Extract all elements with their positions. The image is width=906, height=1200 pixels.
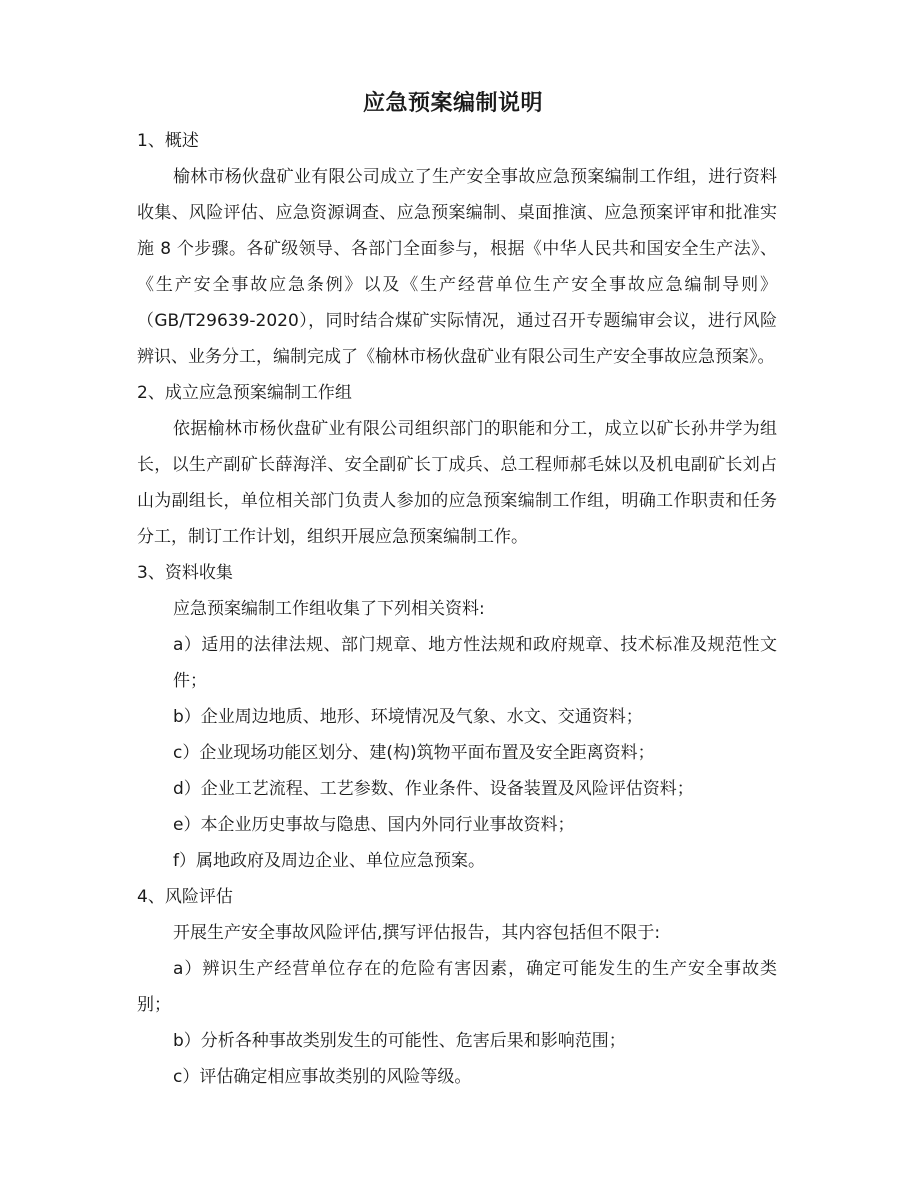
working-group-paragraph: 依据榆林市杨伙盘矿业有限公司组织部门的职能和分工，成立以矿长孙井学为组长，以生产副矿长薛海洋、安全副矿长丁成兵、总工程师郝毛妹以及机电副矿长刘占山为副组长，单位相关部门负责人参加的应急预案编制工作组，明确工作职责和任务分工，制订工作计划，组织开展应急预案编制工作。: [137, 419, 777, 547]
section-heading-working-group: 2、成立应急预案编制工作组: [137, 383, 352, 403]
document-body: [137, 123, 777, 1095]
list-item: a）辨识生产经营单位存在的危险有害因素，确定可能发生的生产安全事故类别；: [137, 959, 777, 1015]
data-collection-intro: 应急预案编制工作组收集了下列相关资料:: [173, 599, 485, 619]
section-heading-overview: 1、概述: [137, 131, 199, 151]
document-title: 应急预案编制说明: [362, 91, 543, 116]
section-heading-data-collection: 3、资料收集: [137, 563, 233, 583]
list-item: e）本企业历史事故与隐患、国内外同行业事故资料；: [173, 815, 575, 835]
list-item: b）分析各种事故类别发生的可能性、危害后果和影响范围；: [173, 1031, 626, 1051]
risk-assessment-intro: 开展生产安全事故风险评估,撰写评估报告，其内容包括但不限于:: [173, 923, 661, 943]
list-item: b）企业周边地质、地形、环境情况及气象、水文、交通资料；: [173, 707, 643, 727]
list-item: c）评估确定相应事故类别的风险等级。: [173, 1067, 472, 1087]
list-item: a）适用的法律法规、部门规章、地方性法规和政府规章、技术标准及规范性文件；: [173, 635, 777, 691]
section-heading-risk-assessment: 4、风险评估: [137, 887, 233, 907]
list-item: d）企业工艺流程、工艺参数、作业条件、设备装置及风险评估资料；: [173, 779, 694, 799]
list-item: c）企业现场功能区划分、建(构)筑物平面布置及安全距离资料；: [173, 743, 655, 763]
overview-paragraph: 榆林市杨伙盘矿业有限公司成立了生产安全事故应急预案编制工作组，进行资料收集、风险评估、应急资源调查、应急预案编制、桌面推演、应急预案评审和批准实施 8 个步骤。各矿级领导、各部门全面参与，根据《中华人民共和国安全生产法》、《生产安全事故应急条例》以及《生产经营单位生产安全事故应急编制导则》（GB/T29639-2020），同时结合煤矿实际情况，通过召开专题编审会议，进行风险辨识、业务分工，编制完成了《榆林市杨伙盘矿业有限公司生产安全事故应急预案》。: [137, 167, 777, 367]
list-item: f）属地政府及周边企业、单位应急预案。: [173, 851, 485, 871]
